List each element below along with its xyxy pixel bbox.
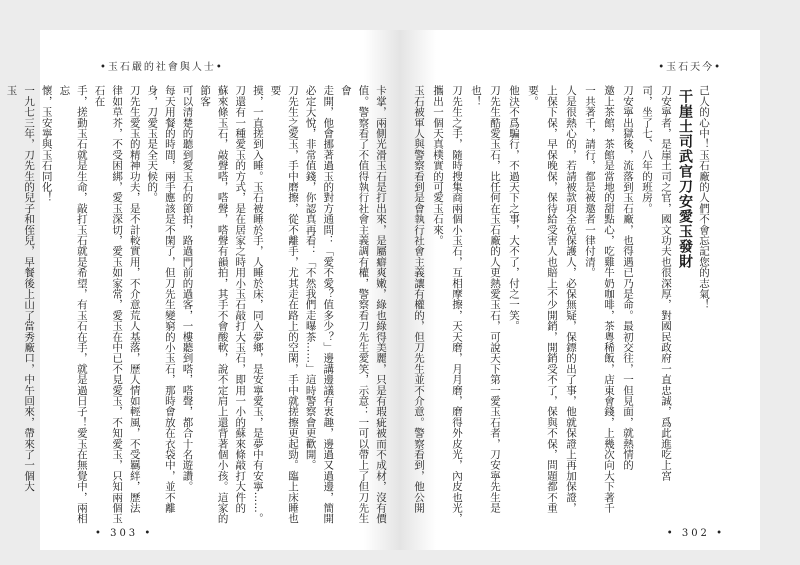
- text-body: [413, 85, 713, 525]
- text-column: 手，搓動玉石就是生命，敲打玉石就是希望，有玉石在手，就是過日子！愛玉在無覺中，兩相忘: [58, 85, 88, 524]
- text-column: 也！: [470, 85, 482, 107]
- text-body: [5, 85, 389, 525]
- text-column: 玉: [5, 85, 18, 96]
- text-column: 懷，玉安寧與玉石同化！: [40, 85, 53, 203]
- section-title: 干崖土司武官刀安愛玉發財: [677, 89, 693, 269]
- text-column: 攜出一個天真樸實的可愛玉石來。: [432, 85, 444, 246]
- text-column: 人是很熱心的，若請被款項全免保護人，必保無疑，保鏢的出了事，他就保證上再加保證，: [565, 85, 577, 513]
- text-column: 身，刀愛玉是全天候的。: [146, 85, 159, 203]
- text-column: 上保下保，早保晚保，保待給受害人也賠上不少開銷，開銷受不了，保與不保，問題都不重要。: [527, 85, 558, 513]
- running-header: •玉石嚴的社會與人士•: [100, 62, 224, 73]
- left-page: [5, 30, 400, 550]
- text-column: 值。警察看了不值得執行社會主義調有權，警察看刀先生愛笑，示意：一可以帶上了但刀先生會: [339, 85, 370, 524]
- page-number: • 302 •: [666, 528, 725, 539]
- text-column: 己人的心中！玉石廠的人們不會忘記您的志氣！: [698, 85, 710, 310]
- text-column: 蘇來條玉石，敲聲嗒，嗒聲，嗒聲有韻拍，其手不會酸軟，說不定肩上還背著個小孩。這家的節客: [199, 85, 229, 524]
- text-column: 司，坐了七、八年的班房。: [641, 85, 653, 214]
- text-column: 走開，他會挪著過玉的對方通問：「愛不愛？值多少？」邊講邊議有衷趣，邊過又過邊，簡開: [322, 85, 335, 524]
- text-column: 刀先生酷愛玉石，比任何在玉石廠的人更熱愛玉石，可說天下第一愛玉石者，刀安寧先生是: [489, 85, 501, 513]
- text-column: 邀上茶館，茶館是當地的甜點心，吃雞牛奶咖啡，茶粵稀飯，店東會錢，上幾次向大下著千: [603, 85, 615, 513]
- text-column: 律如草芥，不受困綁，愛玉深切，愛玉如家常，愛玉在中已不見愛玉，不知愛玉，只知兩個玉石在: [93, 85, 124, 524]
- text-column: 可以清楚的聽到愛玉石的節拍，路過門前的過客，一樓聽到嗒，嗒聲，都合十名遊讚。: [181, 85, 194, 492]
- text-column: 他決不爲騙行，不過天下之事，大不了，付之一笑。: [508, 85, 520, 332]
- text-column: 每天用餐的時間，兩手應該是不閑了，但刀先生變窮的小玉石，那時會放在衣袋中，並不離: [163, 85, 176, 513]
- text-column: 刀安寧者，是崖土司之官，國文功夫也很深厚，對國民政府一直忠誠，爲此進吃上宮: [660, 85, 672, 481]
- text-column: 一共著千，請行，都是被邀者一律付清。: [584, 85, 596, 278]
- text-column: 刀先生愛玉的精神功夫，是不計較實用，不介意荒人基落，歷人情如輕風，不受羈絆，歷法: [128, 85, 141, 513]
- text-column: 刀先生之愛玉，手中磨擦，從不離手，尤其走在路上的空閑，手中就搓擦更起勁。臨上床睡也要: [269, 85, 300, 524]
- running-header: •玉石天今•: [658, 62, 722, 73]
- text-column: 摸，一直搓到入睡。玉石被睡於手，人睡於床，同入夢鄉，是安寧愛玉，是夢中有安寧……。: [251, 85, 264, 524]
- text-column: 卡掌，兩側光滑玉石是打出來，是屬癖爽嫩，綠也綠得美麗，只是有瑕疵被而不成材，沒有價: [375, 85, 387, 524]
- page-number: • 303 •: [95, 528, 154, 539]
- text-column: 刀安寧出獄後，流落到玉石廠，也得遇已乃是命。最初交往，一但見面，就熱情的: [622, 85, 634, 471]
- text-column: 刀還有一種愛玉的方式，是在居家之時用小玉石敲打大玉石，即用一小的蘇來條敲打大件的: [234, 85, 247, 513]
- right-page: [400, 30, 760, 550]
- text-column: 一九七三年，刀先生的兒子和侄兒，早餐後上山了當秀廠口，中午回來，帶來了一個大: [23, 85, 36, 492]
- text-column: 刀先生之手，隨時搜集商兩個小玉石，互相摩擦，天天磨，月月磨，磨得外皮光，內皮也光，: [451, 85, 463, 524]
- text-column: 玉石被軍人與警察看到是會執行社會主義讓有權的，但刀先生並不介意。警察看到，他公開: [413, 85, 425, 513]
- text-column: 必定大悅，非常值錢，你認真再看：「不然我們走曝茶……」這時警察會更歡開。: [304, 85, 317, 471]
